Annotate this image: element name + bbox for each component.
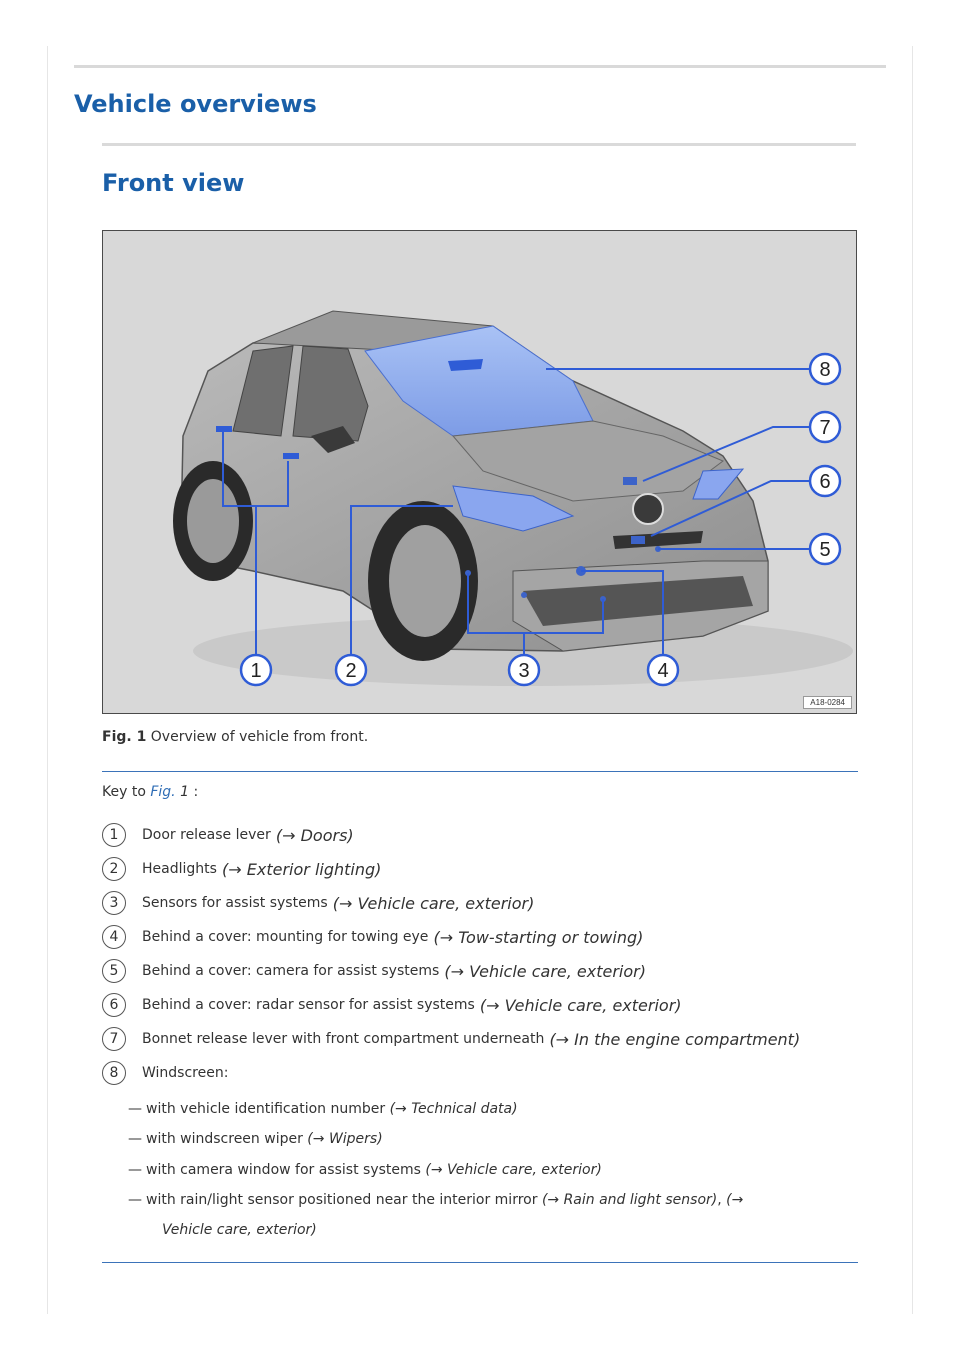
key-item-1 <box>102 822 354 848</box>
figure-caption <box>102 729 368 745</box>
subitem-text: with rain/light sensor positioned near the interior mirror <box>146 1192 538 1208</box>
section-divider <box>102 143 856 146</box>
subitem-text: with windscreen wiper <box>146 1131 303 1147</box>
svg-text:6: 6 <box>819 471 831 493</box>
car-illustration <box>103 231 856 713</box>
item-text: Sensors for assist systems <box>142 895 328 911</box>
key-item-3 <box>102 890 534 916</box>
key-item-6 <box>102 992 682 1018</box>
header-divider <box>74 65 886 68</box>
svg-text:2: 2 <box>345 660 357 682</box>
front-wheel-rim <box>389 525 461 637</box>
key-prefix: Key to <box>102 784 146 800</box>
svg-text:8: 8 <box>819 359 831 381</box>
figure-caption-label: Fig. 1 <box>102 729 147 745</box>
cross-reference-link[interactable]: (→ Rain and light sensor) <box>541 1192 718 1208</box>
page-border-right <box>912 46 913 1314</box>
subitem-dash: — <box>128 1131 142 1147</box>
subitem-text: with vehicle identification number <box>146 1101 386 1117</box>
item-text: Bonnet release lever with front compartment underneath <box>142 1031 545 1047</box>
cross-reference-link[interactable]: (→ <box>726 1192 744 1208</box>
callout-3 <box>509 655 539 685</box>
item-number-badge: 7 <box>102 1027 126 1051</box>
callout-6 <box>810 466 840 496</box>
cross-reference-link[interactable]: (→ Tow-starting or towing) <box>433 927 644 947</box>
item-text: Headlights <box>142 861 217 877</box>
svg-text:4: 4 <box>657 660 669 682</box>
key-bottom-divider <box>102 1262 858 1263</box>
item-text: Windscreen: <box>142 1065 229 1081</box>
svg-text:7: 7 <box>819 417 831 439</box>
key-item-8 <box>102 1060 228 1086</box>
bonnet-release-marker <box>623 477 637 485</box>
item-number-badge: 4 <box>102 925 126 949</box>
cross-reference-link[interactable]: (→ Vehicle care, exterior) <box>444 961 646 981</box>
svg-text:1: 1 <box>250 660 262 682</box>
key-item-5 <box>102 958 646 984</box>
cross-reference-link[interactable]: (→ Wipers) <box>307 1131 383 1147</box>
item-text: Behind a cover: camera for assist systems <box>142 963 440 979</box>
rear-wheel-rim <box>187 479 239 563</box>
item-number-badge: 2 <box>102 857 126 881</box>
callout-2 <box>336 655 366 685</box>
svg-text:3: 3 <box>518 660 530 682</box>
key-figure-link[interactable]: Fig. <box>150 784 176 800</box>
item-number-badge: 5 <box>102 959 126 983</box>
subitem-text: with camera window for assist systems <box>146 1162 421 1178</box>
cross-reference-link-continued[interactable]: Vehicle care, exterior) <box>162 1222 317 1238</box>
sensor-marker-b <box>521 592 527 598</box>
subitem-dash: — <box>128 1101 142 1117</box>
key-heading <box>102 784 198 800</box>
windscreen-subitem-4 <box>128 1192 743 1208</box>
item-text: Behind a cover: mounting for towing eye <box>142 929 429 945</box>
callout-5 <box>810 534 840 564</box>
reference-separator: , <box>717 1192 722 1208</box>
windscreen-subitem-3 <box>128 1162 602 1178</box>
section-title: Front view <box>102 169 245 197</box>
subitem-dash: — <box>128 1162 142 1178</box>
cross-reference-link[interactable]: (→ Technical data) <box>389 1101 518 1117</box>
item-number-badge: 8 <box>102 1061 126 1085</box>
camera-marker <box>631 536 645 544</box>
item-text: Behind a cover: radar sensor for assist systems <box>142 997 475 1013</box>
item-number-badge: 3 <box>102 891 126 915</box>
callout-7 <box>810 412 840 442</box>
door-handle-front <box>283 453 299 459</box>
item-number-badge: 1 <box>102 823 126 847</box>
cross-reference-link[interactable]: (→ Vehicle care, exterior) <box>479 995 682 1015</box>
subitem-dash: — <box>128 1192 142 1208</box>
key-top-divider <box>102 771 858 772</box>
cross-reference-link[interactable]: (→ Vehicle care, exterior) <box>332 893 535 913</box>
interior-mirror <box>448 359 483 371</box>
key-item-4 <box>102 924 643 950</box>
key-figure-number: 1 <box>180 784 189 800</box>
callout-8 <box>810 354 840 384</box>
cross-reference-link[interactable]: (→ Vehicle care, exterior) <box>425 1162 602 1178</box>
figure-code: A18-0284 <box>803 696 852 709</box>
brand-logo <box>633 494 663 524</box>
vehicle-front-figure <box>102 230 857 714</box>
svg-text:5: 5 <box>819 539 831 561</box>
figure-caption-text: Overview of vehicle from front. <box>150 729 369 745</box>
callout-1 <box>241 655 271 685</box>
page-title: Vehicle overviews <box>74 90 317 118</box>
cross-reference-link[interactable]: (→ Doors) <box>275 825 354 845</box>
key-suffix: : <box>193 784 199 800</box>
callout-4 <box>648 655 678 685</box>
item-text: Door release lever <box>142 827 271 843</box>
key-item-7 <box>102 1026 800 1052</box>
page-border-left <box>47 46 48 1314</box>
windscreen-subitem-2 <box>128 1131 383 1147</box>
cross-reference-link[interactable]: (→ In the engine compartment) <box>549 1029 801 1049</box>
windscreen-subitem-1 <box>128 1101 518 1117</box>
cross-reference-link[interactable]: (→ Exterior lighting) <box>222 859 382 879</box>
item-number-badge: 6 <box>102 993 126 1017</box>
key-item-2 <box>102 856 381 882</box>
